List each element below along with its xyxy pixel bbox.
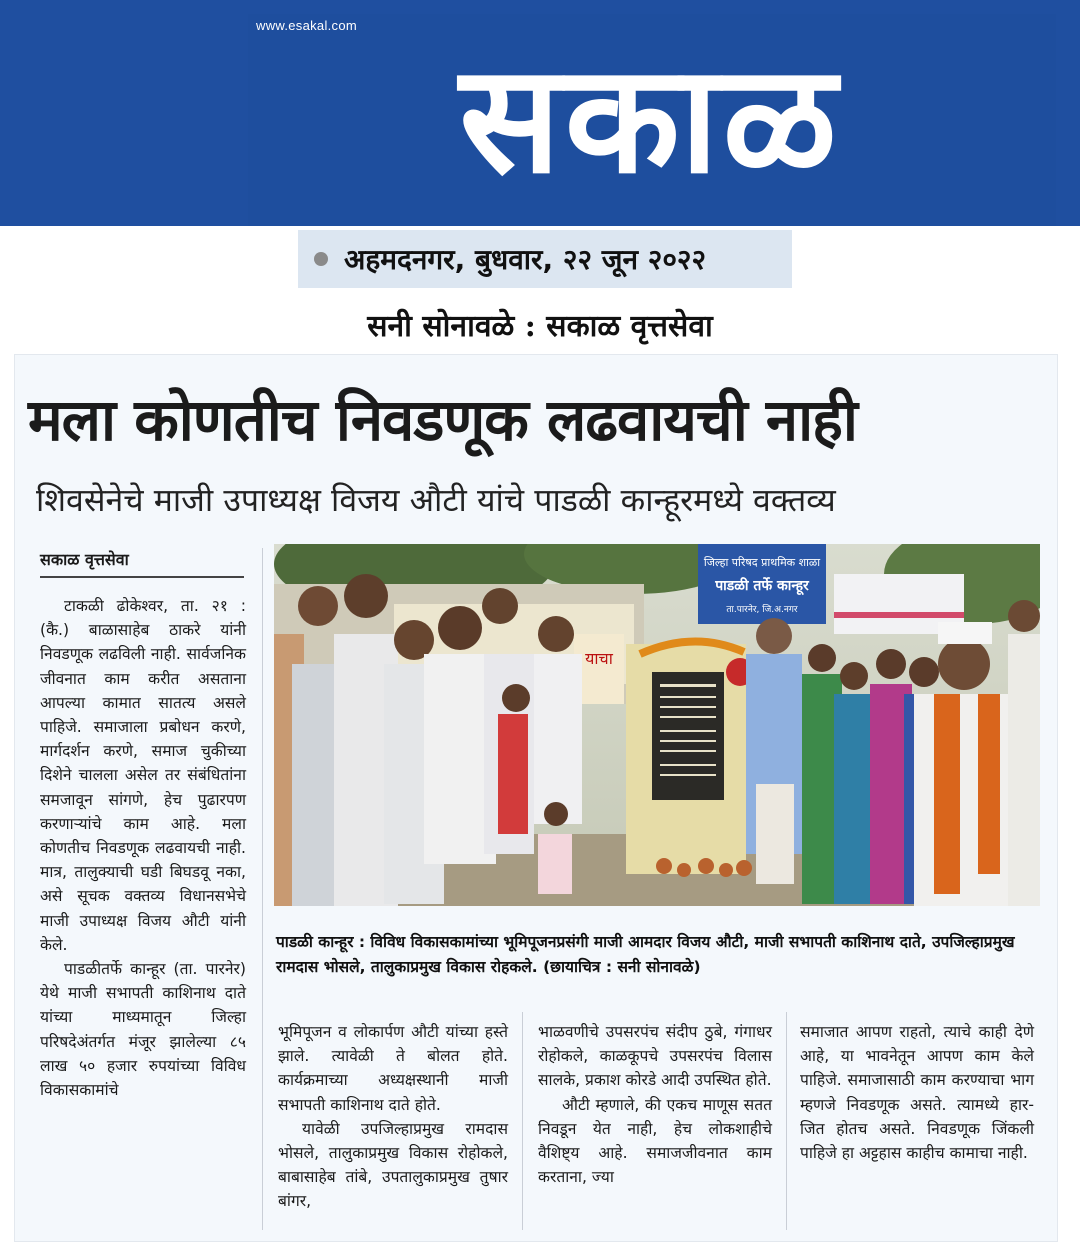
column-1-paragraph-2: पाडळीतर्फे कान्हूर (ता. पारनेर) येथे माजी सभापती काशिनाथ दाते यांच्या माध्यमातून जिल्हा परिषदेअंतर्गत मंजूर झालेल्या ८५ लाख ५० हजार रुपयांच्या विविध विकासकामांचे (40, 960, 246, 1100)
dateline-bar (298, 230, 792, 288)
column-2-paragraph-2: यावेळी उपजिल्हाप्रमुख रामदास भोसले, तालुकाप्रमुख विकास रोहोकले, बाबासाहेब तांबे, उपतालुकाप्रमुख तुषार बांगर, (278, 1119, 508, 1211)
agency-divider (40, 576, 244, 578)
board-line-1: जिल्हा परिषद प्राथमिक शाळा (703, 556, 821, 569)
newspaper-logo: सकाळ (459, 33, 841, 207)
board-line-2: पाडळी तर्फे कान्हूर (715, 578, 809, 594)
site-url: www.esakal.com (256, 18, 358, 33)
dateline-text: अहमदनगर, बुधवार, २२ जून २०२२ (344, 243, 707, 276)
photo-caption: पाडळी कान्हूर : विविध विकासकामांच्या भूमिपूजनप्रसंगी माजी आमदार विजय औटी, माजी सभापती काशिनाथ दाते, उपजिल्हाप्रमुख रामदास भोसले, तालुकाप्रमुख विकास रोहकले. (छायाचित्र : सनी सोनावळे) (276, 933, 1015, 976)
subheadline: शिवसेनेचे माजी उपाध्यक्ष विजय औटी यांचे पाडळी कान्हूरमध्ये वक्तव्य (36, 481, 836, 519)
board-line-3: ता.पारनेर, जि.अ.नगर (726, 605, 798, 615)
headline: मला कोणतीच निवडणूक लढवायची नाही (28, 386, 857, 454)
agency-label: सकाळ वृत्तसेवा (40, 550, 129, 569)
column-3-paragraph-1: भाळवणीचे उपसरपंच संदीप ठुबे, गंगाधर रोहोकले, काळकूपचे उपसरपंच विलास सालके, प्रकाश कोरडे आदी उपस्थित होते. (538, 1023, 772, 1090)
column-divider (786, 1012, 787, 1230)
photo-illustration (274, 544, 1040, 906)
column-1-paragraph-1: टाकळी ढोकेश्वर, ता. २१ : (कै.) बाळासाहेब ठाकरे यांनी निवडणूक लढविली नाही. सार्वजनिक जीवनात काम करीत असताना आपल्या कामात सातत्य असले पाहिजे. समाजाला प्रबोधन करणे, मार्गदर्शन करणे, समाज चुकीच्या दिशेने चालला असेल तर संबंधितांना समजावून सांगणे, हेच पुढारपण करणाऱ्यांचे काम आहे. मला कोणतीच निवडणूक लढवायची नाही. मात्र, तालुक्याची घडी बिघडवू नका, असे सूचक वक्तव्य विधानसभेचे माजी उपाध्यक्ष विजय औटी यांनी केले. (40, 597, 246, 954)
column-4 (800, 1020, 1034, 1165)
column-divider (522, 1012, 523, 1230)
bullet-icon (314, 252, 328, 266)
article-photo (274, 544, 1040, 906)
column-4-paragraph-1: समाजात आपण राहतो, त्याचे काही देणे आहे, या भावनेतून आपण काम केले पाहिजे. समाजासाठी काम करण्याचा भाग म्हणजे निवडणूक असते. त्यामध्ये हार-जित होतच असते. निवडणूक जिंकली पाहिजे हा अट्टहास काहीच कामाचा नाही. (800, 1023, 1034, 1163)
column-2 (278, 1020, 508, 1214)
column-1 (40, 594, 246, 1102)
column-divider (262, 548, 263, 1230)
column-3-paragraph-2: औटी म्हणाले, की एकच माणूस सतत निवडून येत नाही, हेच लोकशाहीचे वैशिष्ट्य आहे. समाजजीवनात काम करताना, ज्या (538, 1095, 772, 1187)
column-2-paragraph-1: भूमिपूजन व लोकार्पण औटी यांच्या हस्ते झाले. त्यावेळी ते बोलत होते. कार्यक्रमाच्या अध्यक्षस्थानी माजी सभापती काशिनाथ दाते होते. (278, 1023, 508, 1114)
byline: सनी सोनावळे : सकाळ वृत्तसेवा (367, 309, 713, 344)
wall-text: याचा (585, 649, 613, 668)
column-3 (538, 1020, 772, 1189)
